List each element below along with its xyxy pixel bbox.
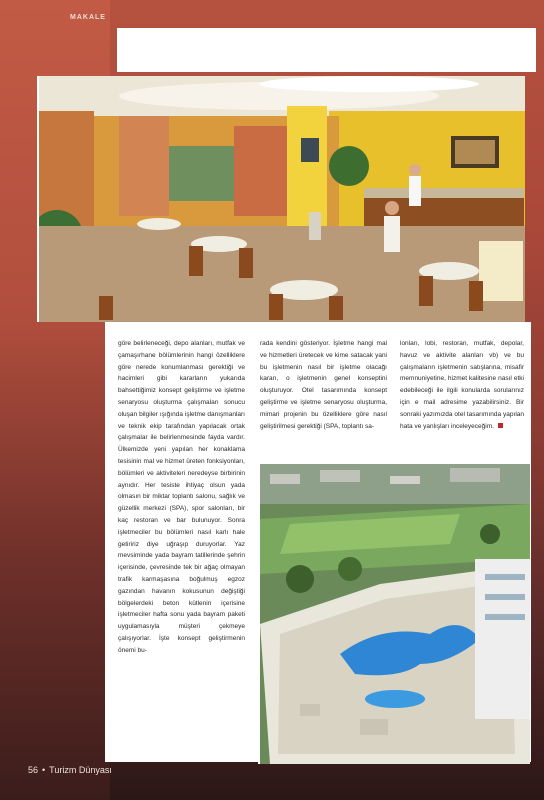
pool-photo [260,464,530,766]
article-column-1 [118,338,245,657]
article-text-2: rada kendini gösteriyor. İşletme hangi mal ve hizmetleri üretecek ve kime satacak yani bu işletmenin nasıl bir işletme olacağı kararı, o işletmenin genel konseptini oluşturuyor. Otel tasarımında konsept geliştirme ve işletme senaryosu oluşturma, mimari projenin bu özelliklere göre nasıl geliştirilmesi gerektiği (SPA, toplantı sa- [260,340,387,430]
article-column-2 [260,338,387,432]
article-text-3-body: lonları, lobi, restoran, mutfak, depolar, havuz ve aktivite alanları vb) ve bu çalışmaların işletmenin satışlarına, misafir memnuniyetine, hizmet kalitesine nasıl etki edebileceği ile ilgili konularda sorularınız için e mail adresime yazabilirsiniz. Bir sonraki yazımızda otel tasarımında yapılan hata ve yanlışları inceleyeceğim. [400,340,524,430]
article-text-3 [400,338,524,432]
restaurant-photo [39,76,525,322]
article-column-3 [400,338,524,432]
end-mark-icon [498,423,503,428]
section-label: MAKALE [70,14,106,21]
footer-bullet: • [42,765,46,775]
page-footer [28,765,112,775]
article-text-1: göre belirleneceği, depo alanları, mutfak ve çamaşırhane bölümlerinin hangi özelliklere göre nerede konumlanması gerektiği ve hacimleri gibi kararların yukarıda bahsettiğimiz konsept geliştirme ve işletme senaryosu oluşturma çalışmaları sonucu oluşan bilgiler ışığında işletme danışmanları ve teknik ekip tarafından yapılacak ortak çalışmalar ile belirlenmesinde fayda vardır. Ülkemizde yeni yapılan her konaklama tesisinin mal ve hizmet üreten fonksiyonları, bölümleri ve aktiviteleri neredeyse birbirinin aynıdır. Her tesiste ihtiyaç olsun yada olmasın bir miktar toplantı salonu, sağlık ve güzellik merkezi (SPA), spor salonları, bir kaç restoran ve bar bulunuyor. Sonra işletmeciler bu bölümleri nasıl karlı hale getiririz diye uğraşıp duruyorlar. Yaz mevsiminde yada bayram tatillerinde şehrin içerisinde, çevresinde tek bir ağaç olmayan trafik karmaşasına boğulmuş egzoz gazından havanın kokusunun değiştiği bölgelerdeki beton kütlenin içerisine işletmeciler hafta sonu yada bayram paketi uygulamasıyla müşteri çekmeye çalışıyorlar. İşte konsept geliştirmenin önemi bu- [118,340,245,654]
title-banner [117,28,536,72]
magazine-name: Turizm Dünyası [49,765,112,775]
page-number: 56 [28,765,39,775]
